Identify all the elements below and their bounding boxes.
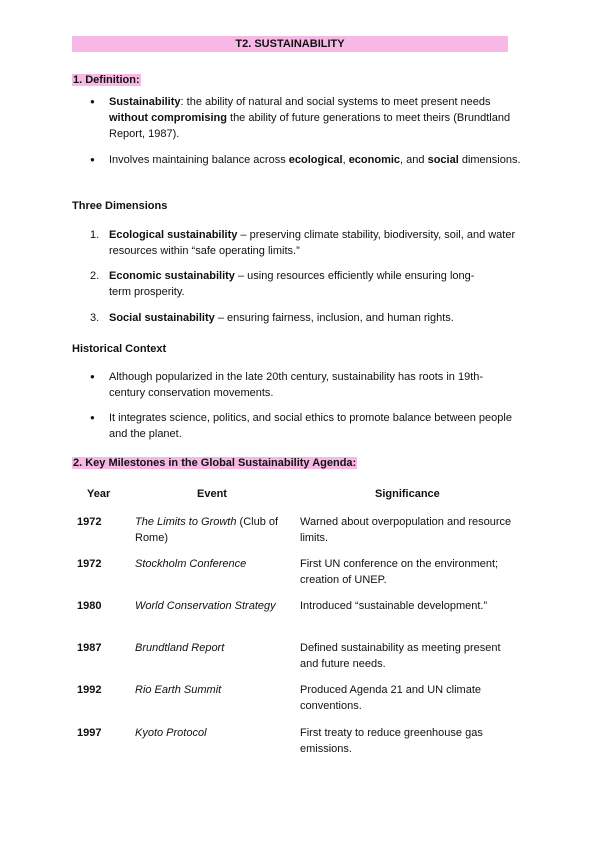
cell-significance: Warned about overpopulation and resource limits. [300, 516, 512, 544]
cell-year: 1997 [77, 727, 102, 739]
bold-phrase: without compromising [109, 112, 227, 124]
bullet-text-part: the ability of future generations to meet theirs (Brundtland Report, 1987). [109, 112, 511, 140]
dimension-desc: – preserving climate stability, biodiversity, soil, and water resources within “safe operating limits.” [109, 229, 516, 257]
cell-year: 1980 [77, 600, 102, 612]
bold-word: social [427, 154, 459, 166]
cell-event [135, 598, 290, 614]
bullet-text-part: : the ability of natural and social systems to meet present needs [180, 96, 491, 108]
section-heading-definition [72, 72, 141, 88]
bold-word: economic [348, 154, 401, 166]
cell-year: 1987 [77, 642, 102, 654]
cell-significance: First treaty to reduce greenhouse gas emissions. [300, 727, 483, 755]
cell-significance: Defined sustainability as meeting present and future needs. [300, 642, 501, 670]
cell-event [135, 682, 290, 698]
bullet-text-part: , [342, 154, 349, 166]
cell-event [135, 725, 290, 741]
page-title: T2. SUSTAINABILITY [72, 36, 508, 52]
dimension-text [109, 227, 529, 259]
section-heading-milestones [72, 455, 357, 471]
cell-significance: First UN conference on the environment; creation of UNEP. [300, 558, 499, 586]
item-number: 3. [90, 312, 100, 324]
dimension-term: Social sustainability [109, 312, 215, 324]
item-number: 1. [90, 229, 100, 241]
cell-event [135, 640, 290, 656]
dimension-text [109, 310, 529, 326]
cell-significance: Introduced “sustainable development.” [300, 600, 488, 612]
dimension-desc: – using resources efficiently while ensuring long-term prosperity. [109, 270, 475, 298]
bullet-text-part: , and [400, 154, 428, 166]
cell-event [135, 514, 290, 546]
section-heading-label: 1. Definition: [73, 74, 140, 86]
cell-year: 1992 [77, 684, 102, 696]
bullet-text-part: dimensions. [458, 154, 521, 166]
section-heading-label: 2. Key Milestones in the Global Sustainability Agenda: [73, 457, 357, 469]
event-title: World Conservation Strategy [135, 600, 276, 612]
history-bullet-text: It integrates science, politics, and social ethics to promote balance between people and the planet. [109, 412, 512, 440]
history-bullet-text: Although popularized in the late 20th century, sustainability has roots in 19th-century conservation movements. [109, 371, 484, 399]
cell-event [135, 556, 290, 572]
dimension-desc: – ensuring fairness, inclusion, and human rights. [214, 312, 454, 324]
cell-year: 1972 [77, 558, 102, 570]
column-header-significance: Significance [375, 488, 440, 500]
dimension-text [109, 268, 489, 300]
event-title: Kyoto Protocol [135, 727, 207, 739]
definition-bullet-text [109, 94, 529, 142]
subheading-historical-context: Historical Context [72, 343, 167, 355]
definition-bullet-text [109, 152, 529, 168]
event-note: (Club of Rome) [135, 516, 279, 544]
term-sustainability: Sustainability [109, 96, 181, 108]
dimension-term: Ecological sustainability [109, 229, 238, 241]
column-header-event: Event [197, 488, 227, 500]
event-title: The Limits to Growth [135, 516, 237, 528]
item-number: 2. [90, 270, 100, 282]
event-title: Rio Earth Summit [135, 684, 222, 696]
bullet-text-part: Involves maintaining balance across [109, 154, 289, 166]
event-title: Stockholm Conference [135, 558, 247, 570]
cell-year: 1972 [77, 516, 102, 528]
event-title: Brundtland Report [135, 642, 225, 654]
column-header-year: Year [87, 488, 111, 500]
subheading-three-dimensions: Three Dimensions [72, 200, 168, 212]
dimension-term: Economic sustainability [109, 270, 235, 282]
cell-significance: Produced Agenda 21 and UN climate conventions. [300, 684, 482, 712]
bold-word: ecological [288, 154, 343, 166]
